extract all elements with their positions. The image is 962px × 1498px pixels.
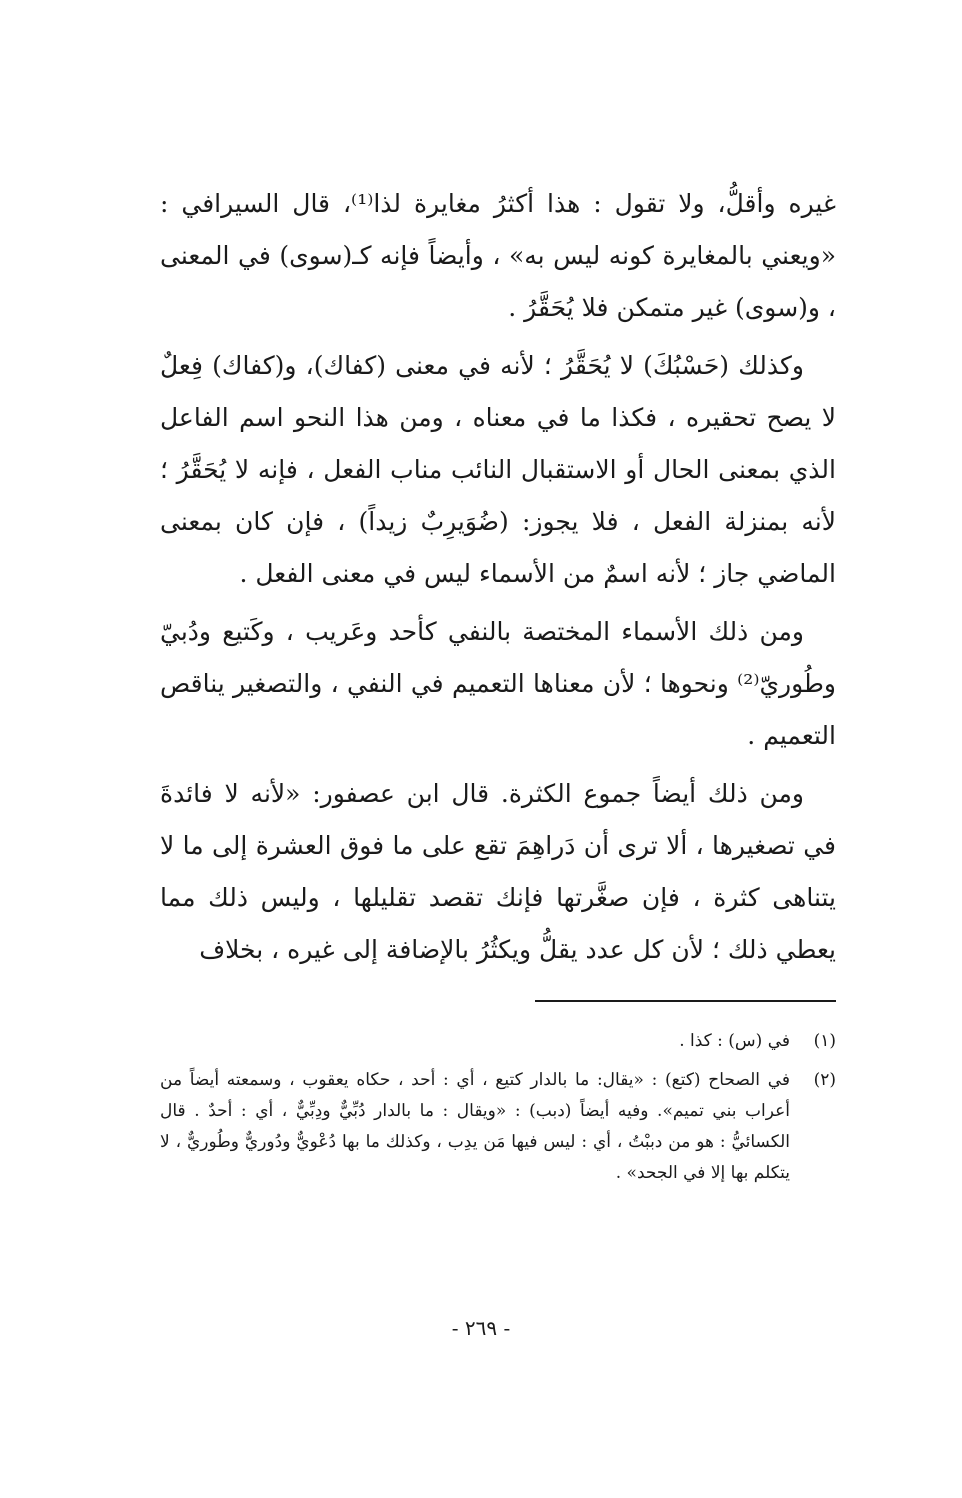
footnote-separator — [535, 1000, 836, 1002]
footnote-text: في الصحاح (كتع) : «يقال: ما بالدار كتيع ، أي : أحد ، حكاه يعقوب ، وسمعته أيضاً من أعراب بني تميم». وفيه أيضاً (دبب) : «ويقال : ما بالدار دُبِّيٌّ ودِبِّيٌّ ، أي : أحدٌ . قال الكسائيُّ : هو من دببْتُ ، أي : ليس فيها مَن يدِب ، وكذلك ما بها دُعْويٌّ ودُوريٌّ وطُوريٌّ ، لا يتكلم بها إلا في الجحد» . — [160, 1070, 790, 1183]
footnote-number: (١) — [813, 1031, 836, 1051]
footnote-1 — [160, 1026, 836, 1057]
page-number: - ٢٦٩ - — [451, 1316, 511, 1340]
footnotes — [160, 1026, 836, 1197]
paragraph-2: وكذلك (حَسْبُكَ) لا يُحَقَّرُ ؛ لأنه في معنى (كفاك)، و(كفاك) فِعلٌ لا يصح تحقيره ، فكذا ما في معناه ، ومن هذا النحو اسم الفاعل الذي بمعنى الحال أو الاستقبال النائب مناب الفعل ، فإنه لا يُحَقَّرُ ؛ لأنه بمنزلة الفعل ، فلا يجوز: (ضُوَيرِبٌ زيداً) ، فإن كان بمعنى الماضي جاز ؛ لأنه اسمٌ من الأسماء ليس في معنى الفعل . — [160, 351, 836, 588]
main-text — [160, 178, 836, 982]
paragraph-3: ومن ذلك الأسماء المختصة بالنفي كأحد وعَريب ، وكَتيع ودُبيّ وطُوريّ⁽²⁾ ونحوها ؛ لأن معناها التعميم في النفي ، والتصغير يناقص التعميم . — [160, 617, 836, 750]
footnote-number: (٢) — [813, 1070, 836, 1090]
footnote-text: في (س) : كذا . — [679, 1031, 790, 1051]
paragraph-4: ومن ذلك أيضاً جموع الكثرة. قال ابن عصفور: «لأنه لا فائدةَ في تصغيرها ، ألا ترى أن دَراهِمَ تقع على ما فوق العشرة إلى ما لا يتناهى كثرة ، فإن صغَّرتها فإنك تقصد تقليلها ، وليس ذلك مما يعطي ذلك ؛ لأن كل عدد يقلُّ ويكثُرُ بالإضافة إلى غيره ، بخلاف — [160, 779, 836, 964]
paragraph-1: غيره وأقلُّ، ولا تقول : هذا أكثرُ مغايرة لذا⁽¹⁾، قال السيرافي : «ويعني بالمغايرة كونه ليس به» ، وأيضاً فإنه كـ(سوى) في المعنى ، و(سوى) غير متمكن فلا يُحَقَّرُ . — [160, 189, 836, 322]
footnote-2 — [160, 1065, 836, 1189]
